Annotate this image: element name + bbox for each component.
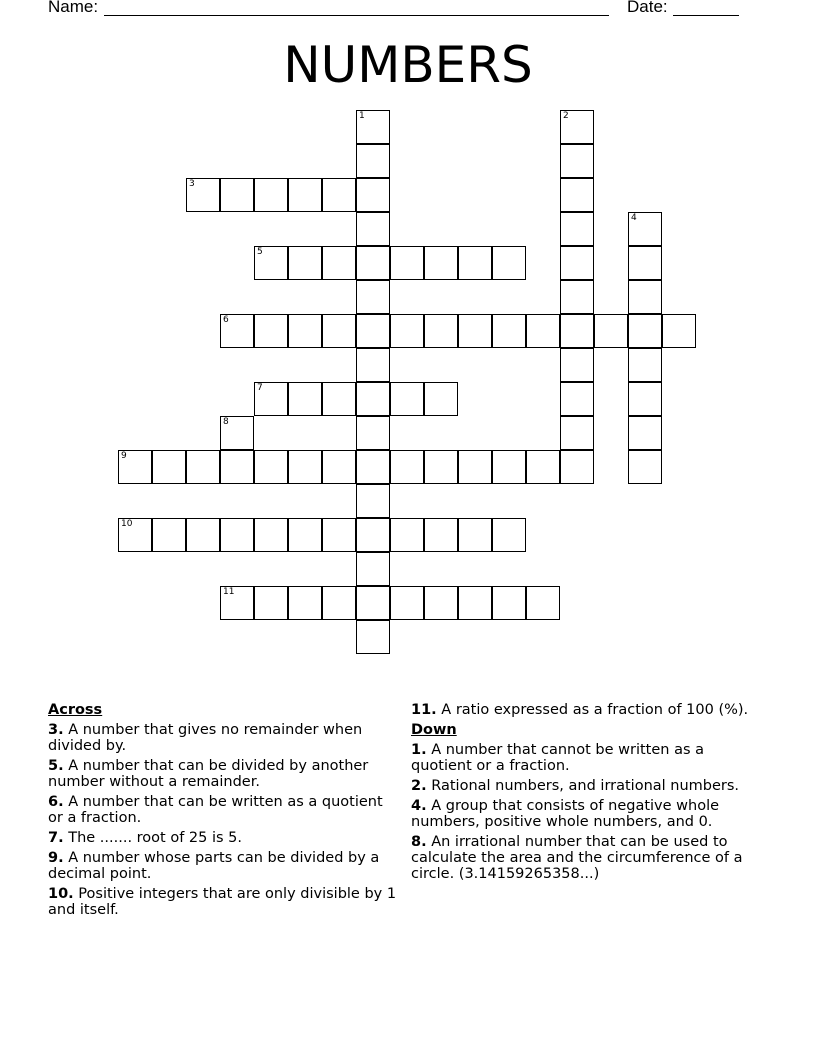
cell-number: 1 [359, 111, 365, 121]
cell-number: 8 [223, 417, 229, 427]
grid-cell[interactable] [458, 314, 492, 348]
grid-cell[interactable] [560, 246, 594, 280]
grid-cell[interactable] [628, 246, 662, 280]
grid-cell[interactable] [322, 246, 356, 280]
clue-across-6: 6. A number that can be written as a quotient or a fraction. [48, 794, 383, 826]
grid-cell[interactable] [288, 382, 322, 416]
grid-cell[interactable] [220, 416, 254, 450]
grid-cell[interactable] [560, 314, 594, 348]
cell-number: 9 [121, 451, 127, 461]
grid-cell[interactable] [186, 518, 220, 552]
clue-across-5: 5. A number that can be divided by another number without a remainder. [48, 758, 369, 790]
grid-cell[interactable] [424, 518, 458, 552]
grid-cell[interactable] [288, 246, 322, 280]
grid-cell[interactable] [458, 246, 492, 280]
clues-left-column [48, 700, 398, 922]
grid-cell[interactable] [356, 212, 390, 246]
cell-number: 3 [189, 179, 195, 189]
grid-cell[interactable] [254, 178, 288, 212]
clue-across-10: 10. Positive integers that are only divisible by 1 and itself. [48, 886, 397, 918]
grid-cell[interactable] [254, 246, 288, 280]
cell-number: 11 [223, 587, 235, 597]
clue-down-2: 2. Rational numbers, and irrational numbers. [411, 778, 740, 794]
grid-cell[interactable] [220, 450, 254, 484]
grid-cell[interactable] [424, 314, 458, 348]
grid-cell[interactable] [220, 586, 254, 620]
grid-cell[interactable] [492, 450, 526, 484]
cell-number: 2 [563, 111, 569, 121]
grid-cell[interactable] [492, 246, 526, 280]
grid-cell[interactable] [628, 450, 662, 484]
grid-cell[interactable] [322, 518, 356, 552]
grid-cell[interactable] [628, 212, 662, 246]
grid-cell[interactable] [356, 450, 390, 484]
clues-right-column [411, 700, 761, 886]
grid-cell[interactable] [322, 382, 356, 416]
clue-down-1: 1. A number that cannot be written as a quotient or a fraction. [411, 742, 705, 774]
grid-cell[interactable] [458, 518, 492, 552]
grid-cell[interactable] [560, 212, 594, 246]
grid-cell[interactable] [560, 110, 594, 144]
grid-cell[interactable] [662, 314, 696, 348]
grid-cell[interactable] [254, 586, 288, 620]
clue-across-11: 11. A ratio expressed as a fraction of 100 (%). [411, 702, 749, 718]
grid-cell[interactable] [628, 416, 662, 450]
grid-cell[interactable] [424, 246, 458, 280]
grid-cell[interactable] [356, 144, 390, 178]
cell-number: 5 [257, 247, 263, 257]
grid-cell[interactable] [356, 280, 390, 314]
grid-cell[interactable] [254, 518, 288, 552]
puzzle-title: NUMBERS [283, 36, 533, 94]
across-heading: Across [48, 702, 103, 718]
grid-cell[interactable] [526, 314, 560, 348]
grid-cell[interactable] [356, 518, 390, 552]
grid-cell[interactable] [560, 348, 594, 382]
grid-cell[interactable] [322, 314, 356, 348]
grid-cell[interactable] [356, 620, 390, 654]
name-label: Name: [48, 0, 99, 16]
grid-cell[interactable] [390, 246, 424, 280]
grid-cell[interactable] [356, 348, 390, 382]
grid-cell[interactable] [424, 382, 458, 416]
grid-cell[interactable] [628, 280, 662, 314]
grid-cell[interactable] [152, 450, 186, 484]
grid-cell[interactable] [492, 518, 526, 552]
grid-cell[interactable] [356, 586, 390, 620]
grid-cell[interactable] [526, 586, 560, 620]
grid-cell[interactable] [458, 450, 492, 484]
clue-across-7: 7. The ....... root of 25 is 5. [48, 830, 243, 846]
clue-across-3: 3. A number that gives no remainder when divided by. [48, 722, 363, 754]
grid-cell[interactable] [628, 314, 662, 348]
cell-number: 10 [121, 519, 133, 529]
grid-cell[interactable] [220, 178, 254, 212]
grid-cell[interactable] [220, 314, 254, 348]
grid-cell[interactable] [560, 280, 594, 314]
grid-cell[interactable] [288, 450, 322, 484]
grid-cell[interactable] [118, 518, 152, 552]
grid-cell[interactable] [560, 178, 594, 212]
grid-cell[interactable] [526, 450, 560, 484]
grid-cell[interactable] [628, 382, 662, 416]
grid-cell[interactable] [492, 586, 526, 620]
clue-down-4: 4. A group that consists of negative whole numbers, positive whole numbers, and 0. [411, 798, 720, 830]
grid-cell[interactable] [356, 246, 390, 280]
grid-cell[interactable] [356, 178, 390, 212]
grid-cell[interactable] [458, 586, 492, 620]
cell-number: 4 [631, 213, 637, 223]
grid-cell[interactable] [390, 382, 424, 416]
grid-cell[interactable] [322, 178, 356, 212]
grid-cell[interactable] [560, 382, 594, 416]
grid-cell[interactable] [186, 450, 220, 484]
grid-cell[interactable] [594, 314, 628, 348]
grid-cell[interactable] [492, 314, 526, 348]
cell-number: 7 [257, 383, 263, 393]
grid-cell[interactable] [390, 314, 424, 348]
grid-cell[interactable] [288, 178, 322, 212]
grid-cell[interactable] [288, 518, 322, 552]
cell-number: 6 [223, 315, 229, 325]
grid-cell[interactable] [254, 314, 288, 348]
clue-down-8: 8. An irrational number that can be used to calculate the area and the circumference of a circle. (3.14159265358...) [411, 834, 743, 882]
grid-cell[interactable] [356, 382, 390, 416]
grid-cell[interactable] [186, 178, 220, 212]
down-heading: Down [411, 722, 457, 738]
grid-cell[interactable] [254, 382, 288, 416]
grid-cell[interactable] [424, 450, 458, 484]
grid-cell[interactable] [560, 144, 594, 178]
grid-cell[interactable] [254, 450, 288, 484]
grid-cell[interactable] [220, 518, 254, 552]
grid-cell[interactable] [390, 450, 424, 484]
grid-cell[interactable] [560, 450, 594, 484]
grid-cell[interactable] [152, 518, 186, 552]
grid-cell[interactable] [288, 586, 322, 620]
grid-cell[interactable] [424, 586, 458, 620]
grid-cell[interactable] [356, 314, 390, 348]
grid-cell[interactable] [390, 518, 424, 552]
grid-cell[interactable] [288, 314, 322, 348]
grid-cell[interactable] [390, 586, 424, 620]
grid-cell[interactable] [356, 416, 390, 450]
grid-cell[interactable] [356, 110, 390, 144]
grid-cell[interactable] [356, 484, 390, 518]
grid-cell[interactable] [356, 552, 390, 586]
grid-cell[interactable] [118, 450, 152, 484]
grid-cell[interactable] [560, 416, 594, 450]
grid-cell[interactable] [322, 586, 356, 620]
grid-cell[interactable] [322, 450, 356, 484]
grid-cell[interactable] [628, 348, 662, 382]
clue-across-9: 9. A number whose parts can be divided by a decimal point. [48, 850, 380, 882]
date-label: Date: [627, 0, 668, 16]
